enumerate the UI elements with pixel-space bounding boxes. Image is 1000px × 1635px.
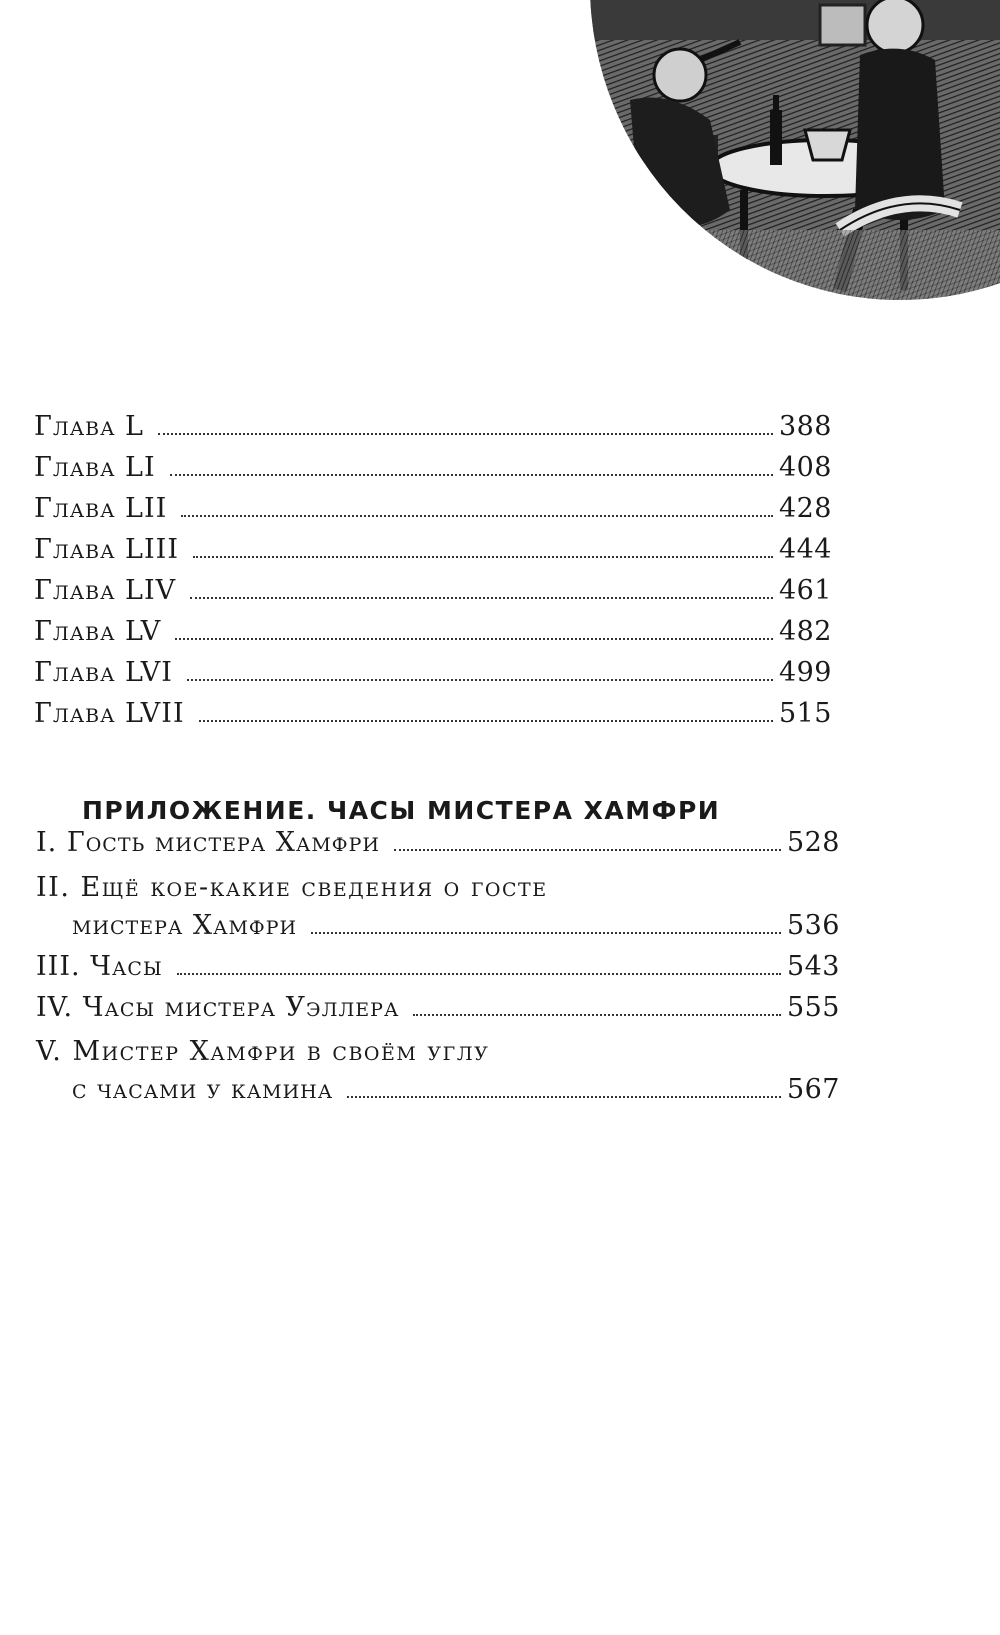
- toc-chapter-53[interactable]: [34, 536, 832, 563]
- appendix-label: IV. Часы мистера Уэллера: [36, 992, 400, 1023]
- page-number: 482: [778, 616, 832, 647]
- toc-appendix-5[interactable]: [72, 1076, 840, 1103]
- page-number: 388: [778, 411, 832, 442]
- appendix-label-line1: V. Мистер Хамфри в своём углу: [36, 1036, 490, 1067]
- toc-appendix-2[interactable]: [72, 912, 840, 939]
- page-number: 567: [786, 1074, 840, 1105]
- dot-leader: [170, 474, 773, 476]
- appendix-label-line2: мистера Хамфри: [72, 910, 298, 941]
- toc-chapter-55[interactable]: [34, 618, 832, 645]
- toc-chapter-54[interactable]: [34, 577, 832, 604]
- appendix-heading: ПРИЛОЖЕНИЕ. ЧАСЫ МИСТЕРА ХАМФРИ: [82, 796, 721, 825]
- page-number: 428: [778, 493, 832, 524]
- chapter-illustration: [590, 0, 1000, 300]
- page-number: 528: [786, 827, 840, 858]
- toc-appendix-4[interactable]: [36, 994, 840, 1021]
- page-number: 543: [786, 951, 840, 982]
- page-number: 461: [778, 575, 832, 606]
- toc-appendix-3[interactable]: [36, 953, 840, 980]
- toc-chapter-51[interactable]: [34, 454, 832, 481]
- chapter-label: Глава L: [34, 411, 144, 442]
- page-number: 444: [778, 534, 832, 565]
- dot-leader: [193, 556, 773, 558]
- chapter-label: Глава LVI: [34, 657, 173, 688]
- appendix-label: III. Часы: [36, 951, 163, 982]
- chapter-label: Глава LII: [34, 493, 168, 524]
- dot-leader: [311, 932, 781, 934]
- page-number: 408: [778, 452, 832, 483]
- toc-chapter-56[interactable]: [34, 659, 832, 686]
- toc-chapter-50[interactable]: [34, 413, 832, 440]
- page-number: 499: [778, 657, 832, 688]
- chapter-label: Глава LVII: [34, 698, 185, 729]
- appendix-label-line2: с часами у камина: [72, 1074, 334, 1105]
- page-number: 536: [786, 910, 840, 941]
- dot-leader: [413, 1014, 781, 1016]
- dot-leader: [175, 638, 773, 640]
- dot-leader: [190, 597, 773, 599]
- dot-leader: [181, 515, 773, 517]
- chapter-label: Глава LV: [34, 616, 162, 647]
- dot-leader: [347, 1096, 781, 1098]
- dot-leader: [199, 720, 773, 722]
- toc-chapter-52[interactable]: [34, 495, 832, 522]
- appendix-label: I. Гость мистера Хамфри: [36, 827, 380, 858]
- toc-chapter-57[interactable]: [34, 700, 832, 727]
- chapter-label: Глава LIII: [34, 534, 179, 565]
- chapter-label: Глава LIV: [34, 575, 177, 606]
- page-number: 555: [786, 992, 840, 1023]
- dot-leader: [394, 849, 781, 851]
- toc-appendix-1[interactable]: [36, 829, 840, 856]
- dot-leader: [158, 433, 773, 435]
- appendix-label-line1: II. Ещё кое-какие сведения о госте: [36, 872, 548, 903]
- dot-leader: [177, 973, 781, 975]
- chapter-label: Глава LI: [34, 452, 156, 483]
- page-number: 515: [778, 698, 832, 729]
- dot-leader: [187, 679, 773, 681]
